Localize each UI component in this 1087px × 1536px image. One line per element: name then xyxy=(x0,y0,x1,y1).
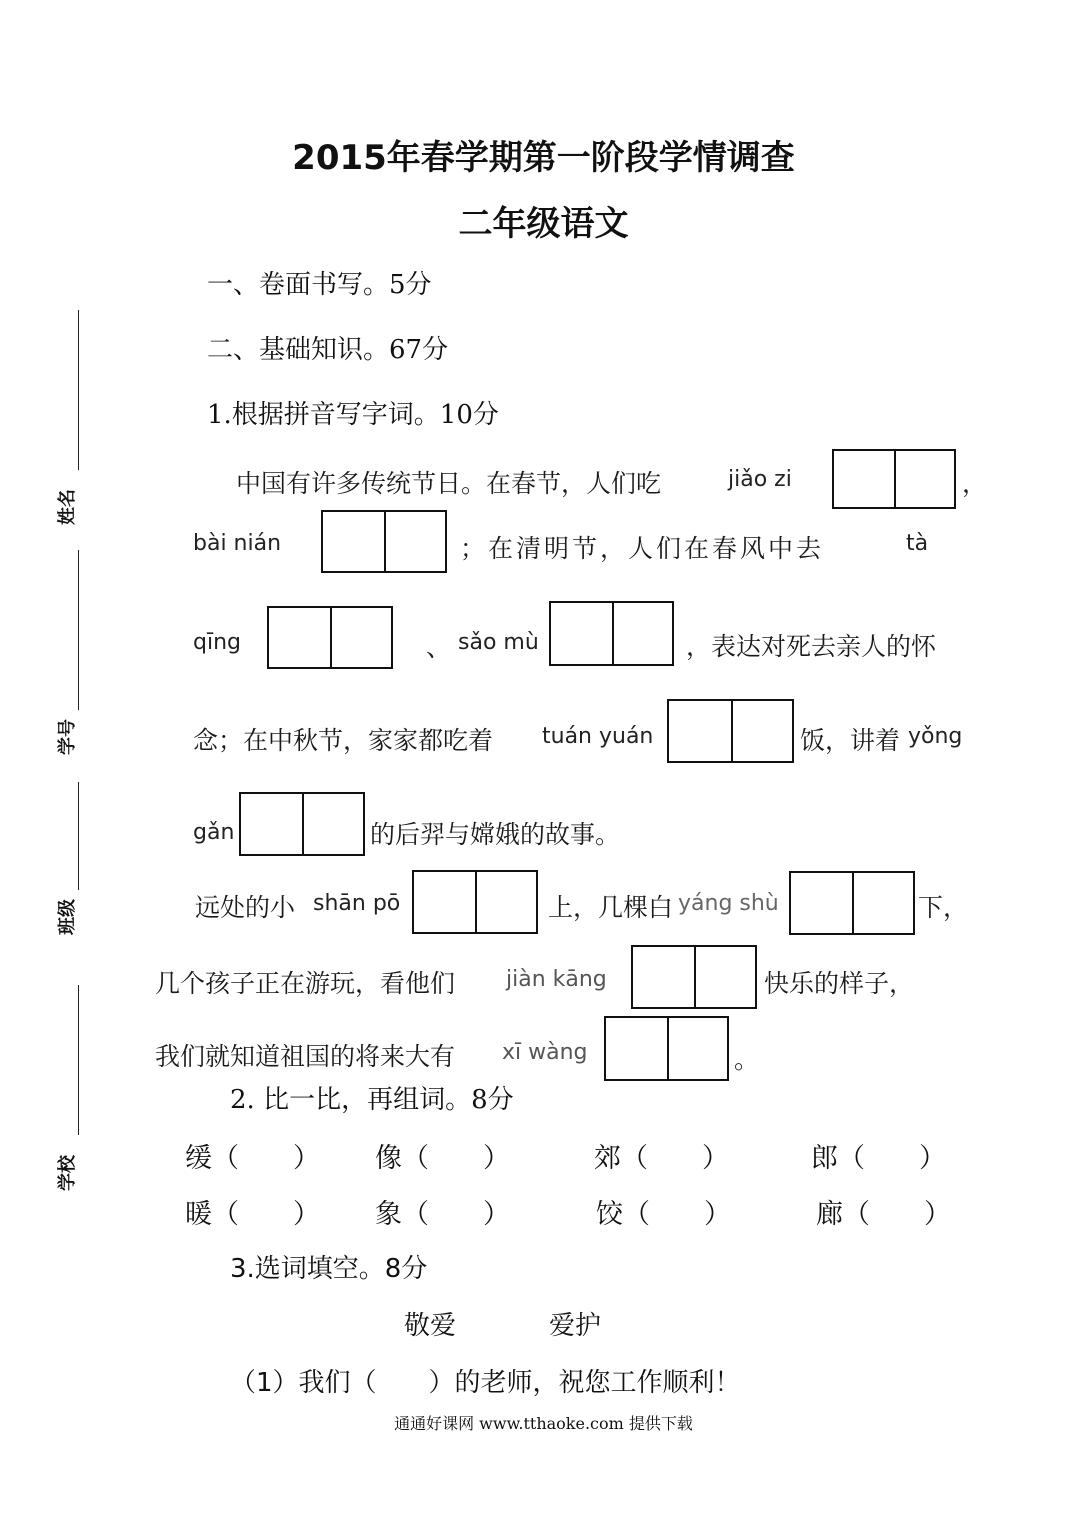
word-option: 敬爱 xyxy=(404,1311,457,1341)
school-label: 学校 xyxy=(57,1155,78,1191)
passage-text: 快乐的样子， xyxy=(764,969,915,998)
footer-text: 通通好课网 www.tthaoke.com 提供下载 xyxy=(394,1414,693,1433)
section-1-heading: 一、卷面书写。5分 xyxy=(207,270,432,300)
passage-text: ， xyxy=(962,469,988,498)
answer-box[interactable] xyxy=(267,606,393,669)
pinyin: bài nián xyxy=(193,531,282,556)
passage-text: ，表达对死去亲人的怀 xyxy=(686,632,937,661)
pinyin: yǒng xyxy=(908,724,963,749)
passage-text: 的后羿与嫦娥的故事。 xyxy=(370,820,621,849)
passage-text: 。 xyxy=(734,1045,760,1074)
answer-box[interactable] xyxy=(667,699,794,763)
pinyin: xī wàng xyxy=(502,1040,588,1065)
passage-text: 念；在中秋节，家家都吃着 xyxy=(193,726,494,755)
answer-box[interactable] xyxy=(631,945,757,1009)
word-item[interactable]: 廊（ ） xyxy=(816,1199,951,1230)
passage-text: 下， xyxy=(918,893,969,922)
passage-text: 、 xyxy=(426,633,452,662)
answer-box[interactable] xyxy=(321,510,447,573)
pinyin: yáng shù xyxy=(678,891,779,916)
exam-title: 2015年春学期第一阶段学情调查 xyxy=(292,138,795,178)
exam-subtitle: 二年级语文 xyxy=(458,204,629,244)
answer-box[interactable] xyxy=(604,1016,729,1081)
answer-box[interactable] xyxy=(832,449,956,509)
margin-line xyxy=(78,782,79,890)
answer-box[interactable] xyxy=(789,871,915,935)
pinyin: jiǎo zi xyxy=(728,467,792,492)
passage-text: 远处的小 xyxy=(195,893,296,922)
margin-line xyxy=(78,310,79,470)
class-label: 班级 xyxy=(57,899,78,935)
answer-box[interactable] xyxy=(239,792,365,856)
pinyin: gǎn xyxy=(193,820,235,845)
passage-text: ；在清明节，人们在春风中去 xyxy=(460,534,825,563)
fill-item[interactable]: （1）我们（ ）的老师，祝您工作顺利！ xyxy=(230,1368,741,1398)
pinyin: shān pō xyxy=(313,891,401,916)
name-label: 姓名 xyxy=(57,489,78,525)
margin-line xyxy=(78,550,79,710)
pinyin: tà xyxy=(906,531,929,556)
answer-box[interactable] xyxy=(549,601,674,666)
word-option: 爱护 xyxy=(549,1311,602,1341)
question-2-title: 2. 比一比，再组词。8分 xyxy=(230,1085,514,1115)
pinyin: qīng xyxy=(193,630,241,655)
margin-line xyxy=(78,985,79,1135)
pinyin: tuán yuán xyxy=(542,724,654,749)
word-item[interactable]: 郊（ ） xyxy=(594,1143,729,1174)
question-3-title: 3.选词填空。8分 xyxy=(230,1254,428,1284)
question-1-title: 1.根据拼音写字词。10分 xyxy=(207,400,499,430)
section-2-heading: 二、基础知识。67分 xyxy=(207,335,449,365)
answer-box[interactable] xyxy=(412,870,538,934)
passage-text: 上，几棵白 xyxy=(548,893,674,922)
word-item[interactable]: 暖（ ） xyxy=(185,1199,320,1230)
word-item[interactable]: 缓（ ） xyxy=(185,1143,320,1174)
word-item[interactable]: 饺（ ） xyxy=(596,1199,731,1230)
passage-text: 我们就知道祖国的将来大有 xyxy=(155,1042,456,1071)
pinyin: sǎo mù xyxy=(458,630,539,655)
word-item[interactable]: 郎（ ） xyxy=(811,1143,946,1174)
word-item[interactable]: 象（ ） xyxy=(375,1199,510,1230)
word-item[interactable]: 像（ ） xyxy=(375,1143,510,1174)
passage-text: 饭，讲着 xyxy=(800,726,901,755)
passage-text: 中国有许多传统节日。在春节，人们吃 xyxy=(236,469,662,498)
passage-text: 几个孩子正在游玩，看他们 xyxy=(155,969,456,998)
student-id-label: 学号 xyxy=(57,719,78,755)
pinyin: jiàn kāng xyxy=(506,967,607,992)
